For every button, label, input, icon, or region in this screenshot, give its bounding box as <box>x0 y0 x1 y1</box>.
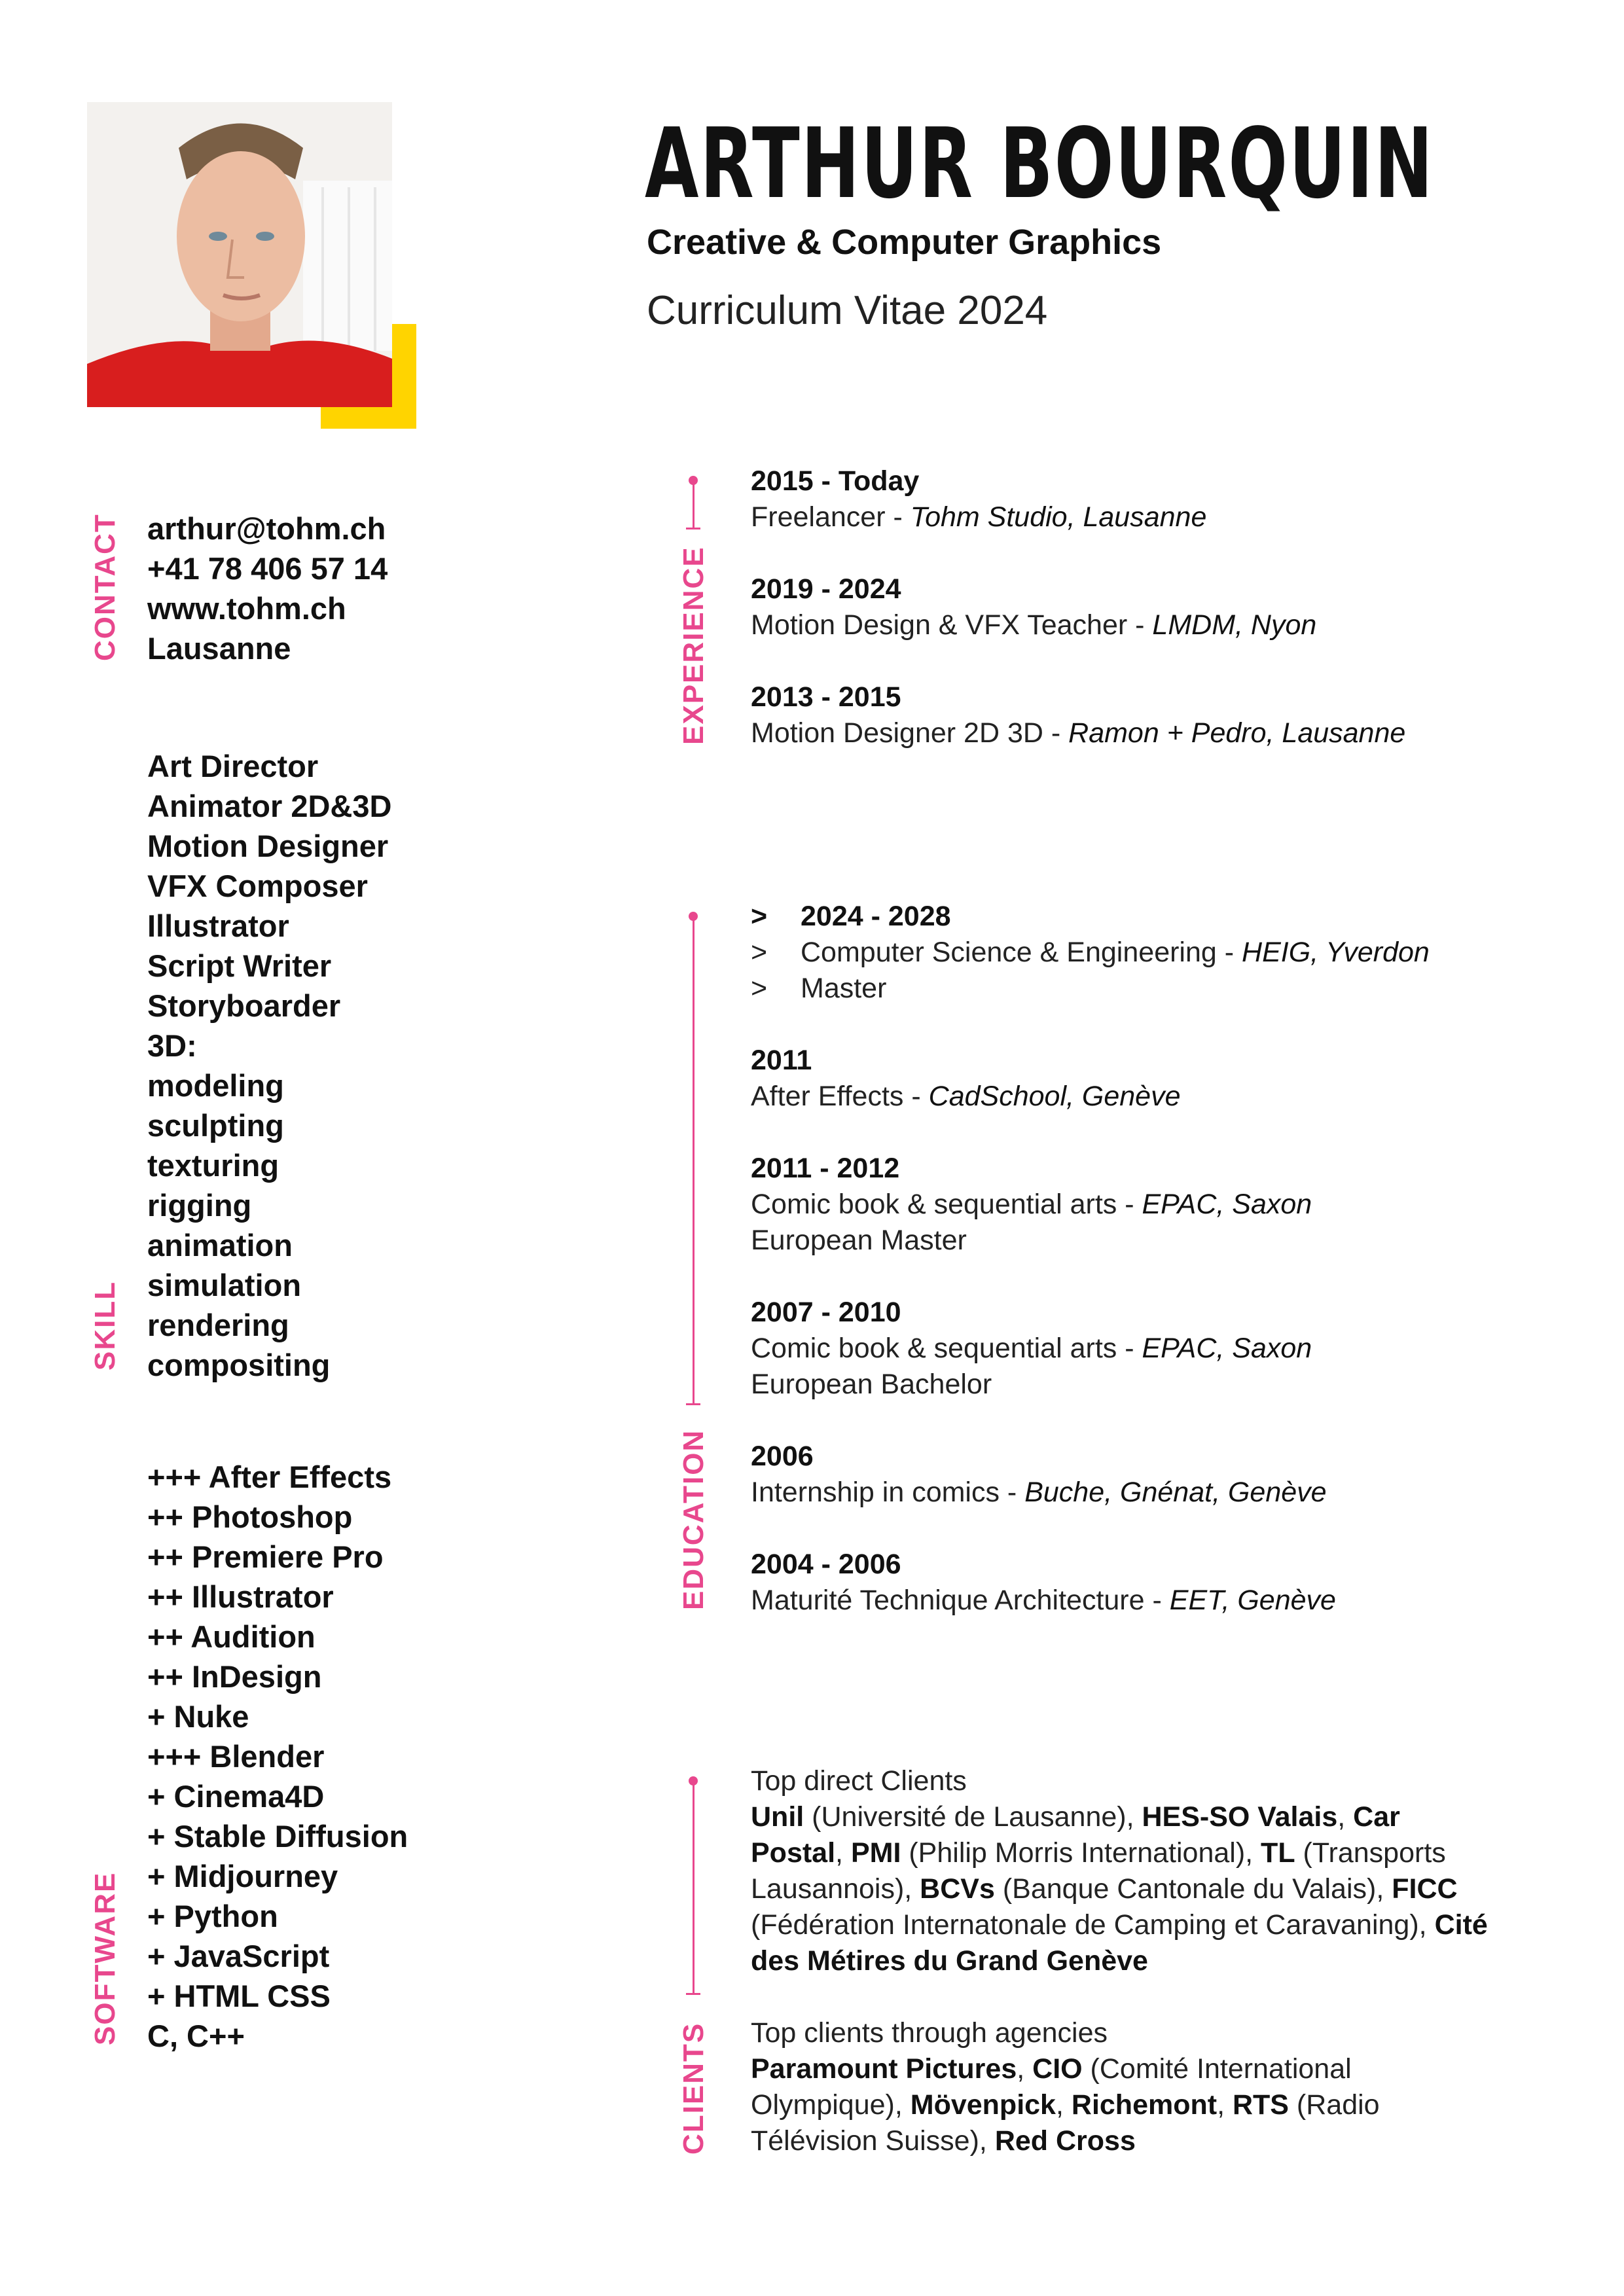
contact-website[interactable]: www.tohm.ch <box>147 591 346 626</box>
education-role: Internship in comics - <box>751 1477 1025 1508</box>
skill-list <box>147 746 391 1385</box>
timeline-line <box>693 919 695 1405</box>
skill-item: sculpting <box>147 1108 284 1143</box>
software-item: + JavaScript <box>147 1939 330 1973</box>
direct-clients-paragraph <box>751 1763 1497 1979</box>
skill-item: rendering <box>147 1308 289 1342</box>
client-name: CIO <box>1032 2053 1083 2085</box>
software-item: ++ Illustrator <box>147 1579 334 1614</box>
client-name: BCVs <box>920 1873 995 1905</box>
education-place: CadSchool, Genève <box>928 1081 1181 1112</box>
profile-photo <box>87 102 392 407</box>
skill-item: modeling <box>147 1068 284 1103</box>
education-place: Buche, Gnénat, Genève <box>1024 1477 1327 1508</box>
contact-phone[interactable]: +41 78 406 57 14 <box>147 551 388 586</box>
skill-section-label: SKILL <box>89 1280 121 1371</box>
skill-item: VFX Composer <box>147 869 368 903</box>
client-detail: , <box>1337 1801 1354 1833</box>
education-entry-current <box>751 899 1430 1007</box>
software-item: +++ Blender <box>147 1739 325 1774</box>
client-name: Car Postal <box>751 1801 1400 1869</box>
experience-years: 2013 - 2015 <box>751 681 901 713</box>
arrow-marker: > <box>751 973 768 1004</box>
client-name: Richemont <box>1071 2089 1218 2121</box>
education-years: 2024 - 2028 <box>801 901 951 932</box>
education-years: 2011 - 2012 <box>751 1153 900 1184</box>
education-years: 2006 <box>751 1441 814 1472</box>
contact-email[interactable]: arthur@tohm.ch <box>147 511 386 546</box>
software-item: + Cinema4D <box>147 1779 325 1814</box>
skill-item: Art Director <box>147 749 319 783</box>
software-list <box>147 1457 408 2056</box>
clients-section-label: CLIENTS <box>677 2022 710 2155</box>
education-role: After Effects - <box>751 1081 929 1112</box>
agency-clients-list <box>751 2053 1380 2157</box>
skill-item: rigging <box>147 1188 252 1223</box>
client-detail: (Université de Lausanne), <box>804 1801 1142 1833</box>
client-detail: , <box>1055 2089 1072 2121</box>
education-degree: European Master <box>751 1225 967 1256</box>
education-place: EPAC, Saxon <box>1142 1333 1312 1364</box>
skill-item: 3D: <box>147 1028 197 1063</box>
skill-item: simulation <box>147 1268 302 1302</box>
software-item: + Python <box>147 1899 278 1933</box>
experience-list <box>751 463 1405 787</box>
software-item: + Midjourney <box>147 1859 338 1893</box>
experience-entry <box>751 463 1405 535</box>
client-name: Mövenpick <box>910 2089 1056 2121</box>
contact-city: Lausanne <box>147 631 291 666</box>
clients-section <box>751 1763 1497 2195</box>
skill-item: compositing <box>147 1348 331 1382</box>
contact-section-label: CONTACT <box>89 513 121 661</box>
software-item: C, C++ <box>147 2018 245 2053</box>
education-degree: European Bachelor <box>751 1369 992 1400</box>
skill-item: Animator 2D&3D <box>147 789 392 823</box>
skill-item: Illustrator <box>147 908 289 943</box>
client-detail: , <box>1217 2089 1233 2121</box>
skill-item: Storyboarder <box>147 988 341 1023</box>
software-item: +++ After Effects <box>147 1460 392 1494</box>
client-detail: , <box>1017 2053 1033 2085</box>
software-item: ++ Photoshop <box>147 1499 353 1534</box>
client-detail: (Radio Télévision Suisse), <box>751 2089 1380 2157</box>
client-name: Cité des Métires du Grand Genève <box>751 1909 1488 1977</box>
education-role: Comic book & sequential arts - <box>751 1189 1142 1220</box>
cv-title: Curriculum Vitae 2024 <box>647 288 1048 333</box>
arrow-marker: > <box>751 901 768 932</box>
client-name: HES-SO Valais <box>1142 1801 1338 1833</box>
experience-entry <box>751 679 1405 751</box>
contact-list <box>147 509 388 668</box>
software-item: + Stable Diffusion <box>147 1819 408 1854</box>
experience-role: Freelancer - <box>751 501 911 533</box>
experience-role: Motion Design & VFX Teacher - <box>751 609 1153 641</box>
software-item: + Nuke <box>147 1699 249 1734</box>
client-name: FICC <box>1392 1873 1458 1905</box>
experience-entry <box>751 571 1405 643</box>
client-detail: (Banque Cantonale du Valais), <box>994 1873 1392 1905</box>
client-name: Unil <box>751 1801 804 1833</box>
software-item: ++ InDesign <box>147 1659 322 1694</box>
education-place: HEIG, Yverdon <box>1242 937 1430 968</box>
education-place: EPAC, Saxon <box>1142 1189 1312 1220</box>
education-years: 2004 - 2006 <box>751 1549 901 1580</box>
education-entry <box>751 1043 1430 1115</box>
education-entry <box>751 1547 1430 1619</box>
agency-clients-paragraph <box>751 2015 1497 2159</box>
experience-place: Ramon + Pedro, Lausanne <box>1068 717 1406 749</box>
client-detail: (Philip Morris International), <box>901 1837 1261 1869</box>
experience-role: Motion Designer 2D 3D - <box>751 717 1069 749</box>
skill-item: texturing <box>147 1148 280 1183</box>
timeline-tick <box>686 1403 700 1405</box>
timeline-tick <box>686 528 700 529</box>
education-years: 2011 <box>751 1045 812 1076</box>
education-role: Computer Science & Engineering - <box>801 937 1242 968</box>
skill-item: Motion Designer <box>147 829 389 863</box>
skill-item: animation <box>147 1228 293 1263</box>
timeline-tick <box>686 1993 700 1995</box>
software-item: ++ Premiere Pro <box>147 1539 384 1574</box>
skill-item: Script Writer <box>147 948 332 983</box>
education-entry <box>751 1151 1430 1259</box>
experience-place: LMDM, Nyon <box>1152 609 1317 641</box>
education-entry <box>751 1439 1430 1511</box>
education-place: EET, Genève <box>1169 1585 1336 1616</box>
direct-clients-title: Top direct Clients <box>751 1765 967 1797</box>
software-item: ++ Audition <box>147 1619 316 1654</box>
client-detail: , <box>835 1837 851 1869</box>
timeline-line <box>693 1784 695 1994</box>
client-name: RTS <box>1232 2089 1289 2121</box>
client-detail: (Transports Lausannois), <box>751 1837 1446 1905</box>
client-detail: (Comité International Olympique), <box>751 2053 1352 2121</box>
education-role: Comic book & sequential arts - <box>751 1333 1142 1364</box>
direct-clients-list <box>751 1801 1488 1977</box>
software-section-label: SOFTWARE <box>89 1871 121 2045</box>
education-role: Maturité Technique Architecture - <box>751 1585 1170 1616</box>
software-item: + HTML CSS <box>147 1979 331 2013</box>
client-name: Red Cross <box>994 2125 1136 2157</box>
client-name: PMI <box>850 1837 901 1869</box>
education-section-label: EDUCATION <box>677 1429 710 1610</box>
experience-years: 2015 - Today <box>751 465 920 497</box>
education-years: 2007 - 2010 <box>751 1297 901 1328</box>
experience-section-label: EXPERIENCE <box>677 546 710 745</box>
agency-clients-title: Top clients through agencies <box>751 2017 1108 2049</box>
client-name: Paramount Pictures <box>751 2053 1017 2085</box>
education-list <box>751 899 1430 1655</box>
timeline-line <box>693 483 695 529</box>
client-detail: (Fédération Internatonale de Camping et Caravaning), <box>751 1909 1435 1941</box>
arrow-marker: > <box>751 937 768 968</box>
client-name: TL <box>1261 1837 1295 1869</box>
education-degree: Master <box>801 973 887 1004</box>
person-name: ARTHUR BOURQUIN <box>645 107 1435 220</box>
experience-place: Tohm Studio, Lausanne <box>910 501 1207 533</box>
education-entry <box>751 1295 1430 1403</box>
experience-years: 2019 - 2024 <box>751 573 901 605</box>
profile-subtitle: Creative & Computer Graphics <box>647 223 1162 262</box>
